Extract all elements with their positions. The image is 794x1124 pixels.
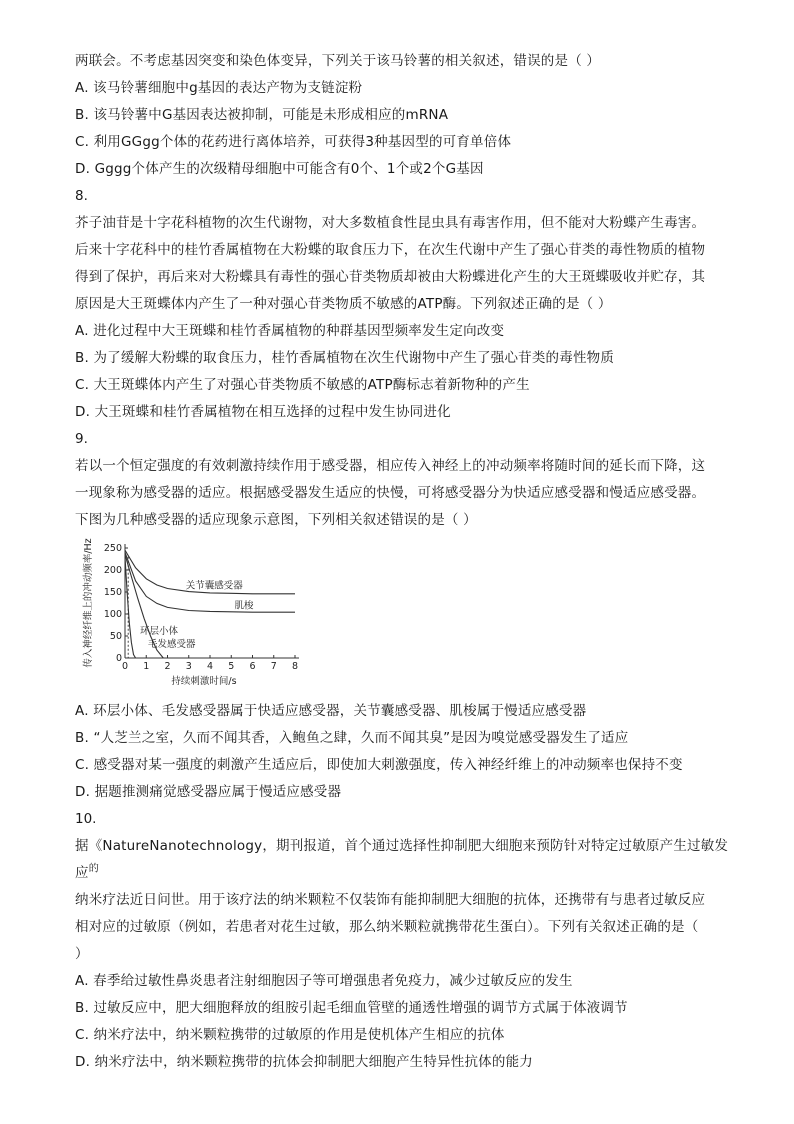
x-tick-label: 8: [291, 661, 299, 672]
q10-number: 10.: [75, 811, 97, 827]
q8-stem-line: 得到了保护，再后来对大粉蝶具有毒性的强心苷类物质却被由大粉蝶进化产生的大王斑蝶吸收并贮存，其: [75, 269, 706, 285]
q10-option-d[interactable]: D. 纳米疗法中，纳米颗粒携带的抗体会抑制肥大细胞产生特异性抗体的能力: [75, 1054, 533, 1070]
series-label: 肌梭: [234, 600, 254, 612]
q7-option-c[interactable]: C. 利用GGgg个体的花药进行离体培养，可获得3种基因型的可育单倍体: [75, 134, 512, 150]
q10-option-a[interactable]: A. 春季给过敏性鼻炎患者注射细胞因子等可增强患者免疫力，减少过敏反应的发生: [75, 973, 573, 989]
q10-stem-word: 应: [75, 865, 89, 881]
series-label: 关节囊感受器: [185, 580, 243, 592]
q7-option-d[interactable]: D. Gggg个体产生的次级精母细胞中可能含有0个、1个或2个G基因: [75, 161, 484, 177]
series-label: 毛发感受器: [147, 639, 196, 650]
q9-option-d[interactable]: D. 据题推测痛觉感受器应属于慢适应感受器: [75, 784, 342, 800]
q8-option-c[interactable]: C. 大王斑蝶体内产生了对强心苷类物质不敏感的ATP酶标志着新物种的产生: [75, 377, 530, 393]
q9-option-c[interactable]: C. 感受器对某一强度的刺激产生适应后，即使加大刺激强度，传入神经纤维上的冲动频率也保持不变: [75, 757, 683, 773]
q10-stem-superscript: 的: [88, 863, 99, 875]
x-tick-label: 5: [228, 661, 235, 672]
q10-stem-line: 据《NatureNanotechnology，期刊报道，首个通过选择性抑制肥大细胞来预防针对特定过敏原产生过敏发: [75, 838, 729, 854]
q9-stem-line: 下图为几种感受器的适应现象示意图，下列相关叙述错误的是（ ）: [75, 512, 477, 528]
x-tick-label: 4: [206, 661, 214, 672]
x-tick-label: 1: [143, 661, 150, 672]
q7-stem-end: 两联会。不考虑基因突变和染色体变异，下列关于该马铃薯的相关叙述，错误的是（ ）: [75, 53, 601, 69]
x-tick-label: 0: [121, 661, 129, 672]
q10-stem-line: 相对应的过敏原（例如，若患者对花生过敏，那么纳米颗粒就携带花生蛋白）。下列有关叙述正确的是（: [75, 919, 699, 935]
q8-option-b[interactable]: B. 为了缓解大粉蝶的取食压力，桂竹香属植物在次生代谢物中产生了强心苷类的毒性物质: [75, 350, 615, 366]
q7-option-a[interactable]: A. 该马铃薯细胞中g基因的表达产物为支链淀粉: [75, 80, 363, 96]
q10-stem-line: 纳米疗法近日问世。用于该疗法的纳米颗粒不仅装饰有能抑制肥大细胞的抗体，还携带有与患者过敏反应: [75, 892, 706, 908]
x-tick-label: 2: [164, 661, 171, 672]
x-tick-label: 3: [185, 661, 192, 672]
x-tick-label: 6: [249, 661, 256, 672]
q9-number: 9.: [75, 431, 88, 447]
y-tick-label: 250: [103, 543, 122, 554]
q7-option-b[interactable]: B. 该马铃薯中G基因表达被抑制，可能是未形成相应的mRNA: [75, 107, 449, 123]
q10-stem-line: [75, 860, 725, 887]
y-tick-label: 150: [103, 587, 122, 598]
q9-option-b[interactable]: B. “人芝兰之室，久而不闻其香，入鲍鱼之肆，久而不闻其臭”是因为嗅觉感受器发生了适应: [75, 730, 629, 746]
q8-number: 8.: [75, 188, 88, 204]
series-label: 环层小体: [139, 625, 179, 637]
q10-stem-line: ）: [75, 946, 89, 962]
q8-stem-line: 芥子油苷是十字花科植物的次生代谢物，对大多数植食性昆虫具有毒害作用，但不能对大粉蝶产生毒害。: [75, 215, 706, 231]
q8-option-d[interactable]: D. 大王斑蝶和桂竹香属植物在相互选择的过程中发生协同进化: [75, 404, 451, 420]
y-axis-label: 传入神经纤维上的冲动频率/Hz: [83, 538, 94, 668]
q10-option-c[interactable]: C. 纳米疗法中，纳米颗粒携带的过敏原的作用是使机体产生相应的抗体: [75, 1027, 505, 1043]
q8-stem-line: 原因是大王斑蝶体内产生了一种对强心苷类物质不敏感的ATP酶。下列叙述正确的是（ ）: [75, 296, 612, 312]
q8-stem-line: 后来十字花科中的桂竹香属植物在大粉蝶的取食压力下，在次生代谢中产生了强心苷类的毒性物质的植物: [75, 242, 706, 258]
q9-stem-line: 一现象称为感受器的适应。根据感受器发生适应的快慢，可将感受器分为快适应感受器和慢适应感受器。: [75, 485, 706, 501]
x-tick-label: 7: [270, 661, 277, 672]
adaptation-chart-svg: [75, 538, 315, 698]
y-tick-label: 200: [103, 565, 122, 576]
exam-page: [75, 48, 729, 1076]
q8-option-a[interactable]: A. 进化过程中大王斑蝶和桂竹香属植物的种群基因型频率发生定向改变: [75, 323, 505, 339]
adaptation-chart: [75, 538, 315, 698]
y-tick-label: 0: [115, 653, 122, 664]
q10-option-b[interactable]: B. 过敏反应中，肥大细胞释放的组胺引起毛细血管壁的通透性增强的调节方式属于体液调节: [75, 1000, 628, 1016]
q9-stem-line: 若以一个恒定强度的有效刺激持续作用于感受器，相应传入神经上的冲动频率将随时间的延长而下降，这: [75, 458, 706, 474]
x-axis-label: 持续刺激时间/s: [171, 676, 237, 687]
q9-option-a[interactable]: A. 环层小体、毛发感受器属于快适应感受器，关节囊感受器、肌梭属于慢适应感受器: [75, 703, 587, 719]
y-tick-label: 50: [109, 631, 122, 642]
y-tick-label: 100: [103, 609, 122, 620]
